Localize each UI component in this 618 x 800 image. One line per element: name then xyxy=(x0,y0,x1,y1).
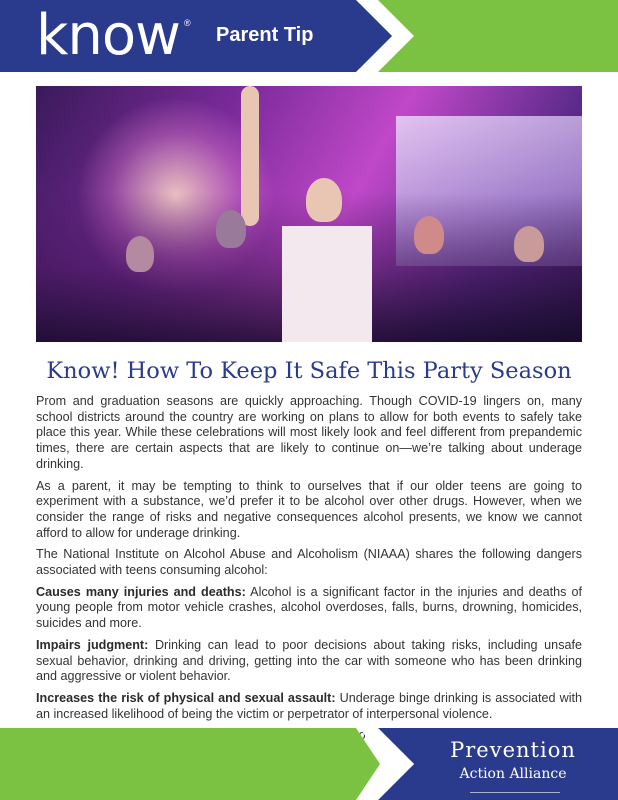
dancer-head-5 xyxy=(216,210,246,248)
party-photo xyxy=(36,86,582,342)
danger-item xyxy=(36,638,582,685)
footer-banner xyxy=(0,728,618,800)
logo-text: know xyxy=(36,3,180,68)
know-logo xyxy=(36,3,191,68)
dancer-head-4 xyxy=(126,236,154,272)
dancer-head-2 xyxy=(414,216,444,254)
dancer-arm xyxy=(241,86,259,226)
org-underline xyxy=(470,792,560,793)
article-body xyxy=(36,394,582,750)
danger-lead: Causes many injuries and deaths: xyxy=(36,584,246,599)
danger-text: Drinking can lead to poor decisions about taking risks, including unsafe sexual behavior, drinking and driving, getting into the car with someone who has been drinking and aggressive or violent behavior. xyxy=(36,637,582,684)
danger-lead: Impairs judgment: xyxy=(36,637,149,652)
paragraph-parent: As a parent, it may be tempting to think to ourselves that if our older teens are going to experiment with a substance, we’d prefer it to be alcohol over other drugs. However, when we consider the range of risks and negative consequences alcohol presents, we know we cannot afford to allow for underage drinking. xyxy=(36,478,582,540)
danger-item xyxy=(36,585,582,632)
logo-registered-mark: ® xyxy=(184,18,191,28)
danger-text: Alcohol is a significant factor in the injuries and deaths of young people from motor vehicle crashes, alcohol overdoses, falls, burns, drowning, homicides, suicides and more. xyxy=(36,584,582,631)
org-name-line1: Prevention xyxy=(450,738,576,762)
parent-tip-label: Parent Tip xyxy=(216,24,314,46)
paragraph-intro: Prom and graduation seasons are quickly approaching. Though COVID-19 lingers on, many school districts around the country are working on plans to allow for both events to safely take place this year. While these celebrations will most likely look and feel different from prepandemic times, there are certain aspects that are likely to continue on—we’re talking about underage drinking. xyxy=(36,394,582,471)
dancer-head-3 xyxy=(514,226,544,262)
danger-item xyxy=(36,691,582,722)
paragraph-niaaa: The National Institute on Alcohol Abuse and Alcoholism (NIAAA) shares the following dangers associated with teens consuming alcohol: xyxy=(36,547,582,578)
header-banner xyxy=(0,0,618,72)
dancer-shirt xyxy=(282,226,372,342)
article-title: Know! How To Keep It Safe This Party Season xyxy=(46,358,572,384)
danger-lead: Increases the risk of physical and sexual assault: xyxy=(36,690,336,705)
dancer-head xyxy=(306,178,342,222)
danger-text: Underage binge drinking is associated with an increased likelihood of being the victim or perpetrator of interpersonal violence. xyxy=(36,690,583,721)
org-name-line2: Action Alliance xyxy=(459,766,567,782)
footer-green-band xyxy=(0,728,380,800)
